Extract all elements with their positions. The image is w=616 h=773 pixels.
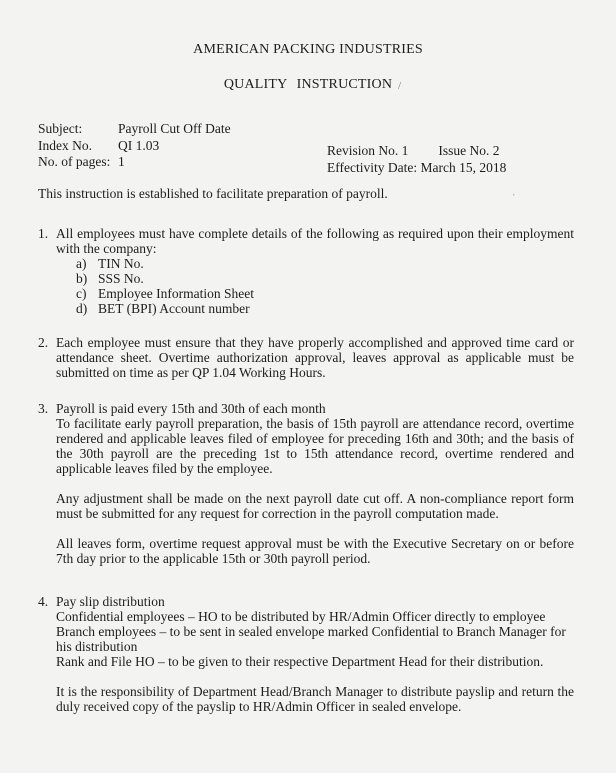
item-heading: Payroll is paid every 15th and 30th of each month — [56, 401, 326, 416]
item-text: All employees must have complete details of the following as required upon their employment with the company: — [56, 226, 574, 256]
item-text: Each employee must ensure that they have properly accomplished and approved time card or attendance sheet. Overtime authorization approval, leaves approval as applicable must be submitted on time as per QP 1.04 Working Hours. — [56, 335, 574, 380]
revision-number: Revision No. 1 — [327, 143, 409, 158]
instruction-item-3 — [38, 401, 574, 566]
subject-label: Subject: — [38, 121, 83, 136]
effectivity-date: Effectivity Date: March 15, 2018 — [327, 160, 507, 175]
item-paragraph: Any adjustment shall be made on the next payroll date cut off. A non-compliance report form must be submitted for any request for correction in the payroll computation made. — [56, 491, 574, 521]
intro-statement: This instruction is established to facilitate preparation of payroll. — [38, 186, 388, 201]
list-item: d) BET (BPI) Account number — [76, 301, 250, 316]
list-item: b) SSS No. — [76, 271, 144, 286]
item-number: 3. — [38, 401, 49, 416]
item-line: Branch employees – to be sent in sealed envelope marked Confidential to Branch Manager for his distribution — [56, 624, 566, 654]
index-value: QI 1.03 — [118, 138, 160, 153]
instruction-item-4 — [38, 594, 574, 714]
item-paragraph: All leaves form, overtime request approval must be with the Executive Secretary on or before 7th day prior to the applicable 15th or 30th payroll period. — [56, 536, 574, 566]
pen-mark: / — [398, 80, 402, 92]
instruction-item-2 — [38, 335, 574, 380]
document-type — [0, 77, 616, 93]
index-line — [38, 138, 159, 154]
required-details-list — [76, 256, 574, 316]
subject-line — [38, 121, 231, 137]
revision-line — [327, 143, 500, 159]
company-name: AMERICAN PACKING INDUSTRIES — [193, 42, 423, 57]
item-paragraph: It is the responsibility of Department Head/Branch Manager to distribute payslip and return the duly received copy of the payslip to HR/Admin Officer in sealed envelope. — [56, 684, 574, 714]
issue-number: Issue No. 2 — [438, 143, 500, 158]
item-line: Rank and File HO – to be given to their respective Department Head for their distribution. — [56, 654, 544, 669]
pages-label: No. of pages: — [38, 154, 111, 169]
index-label: Index No. — [38, 138, 92, 153]
item-number: 2. — [38, 335, 49, 350]
item-number: 1. — [38, 226, 49, 241]
list-item: a) TIN No. — [76, 256, 144, 271]
item-heading: Pay slip distribution — [56, 594, 165, 609]
item-line: Confidential employees – HO to be distributed by HR/Admin Officer directly to employee — [56, 609, 546, 624]
document-type-text: QUALITY INSTRUCTION — [223, 77, 393, 92]
list-item: c) Employee Information Sheet — [76, 286, 254, 301]
item-number: 4. — [38, 594, 49, 609]
instruction-item-1 — [38, 226, 574, 316]
item-paragraph: To facilitate early payroll preparation, the basis of 15th payroll are attendance record, overtime rendered and applicable leaves filed of employee for preceding 16th and 30th; and the basis of the 30th payroll are the preceding 1st to 15th attendance record, overtime rendered and applicable leaves filed by the employee. — [56, 416, 574, 476]
subject-value: Payroll Cut Off Date — [118, 121, 231, 136]
pages-value: 1 — [118, 154, 125, 169]
pages-line — [38, 154, 125, 170]
pen-mark: ˈ — [512, 192, 516, 204]
